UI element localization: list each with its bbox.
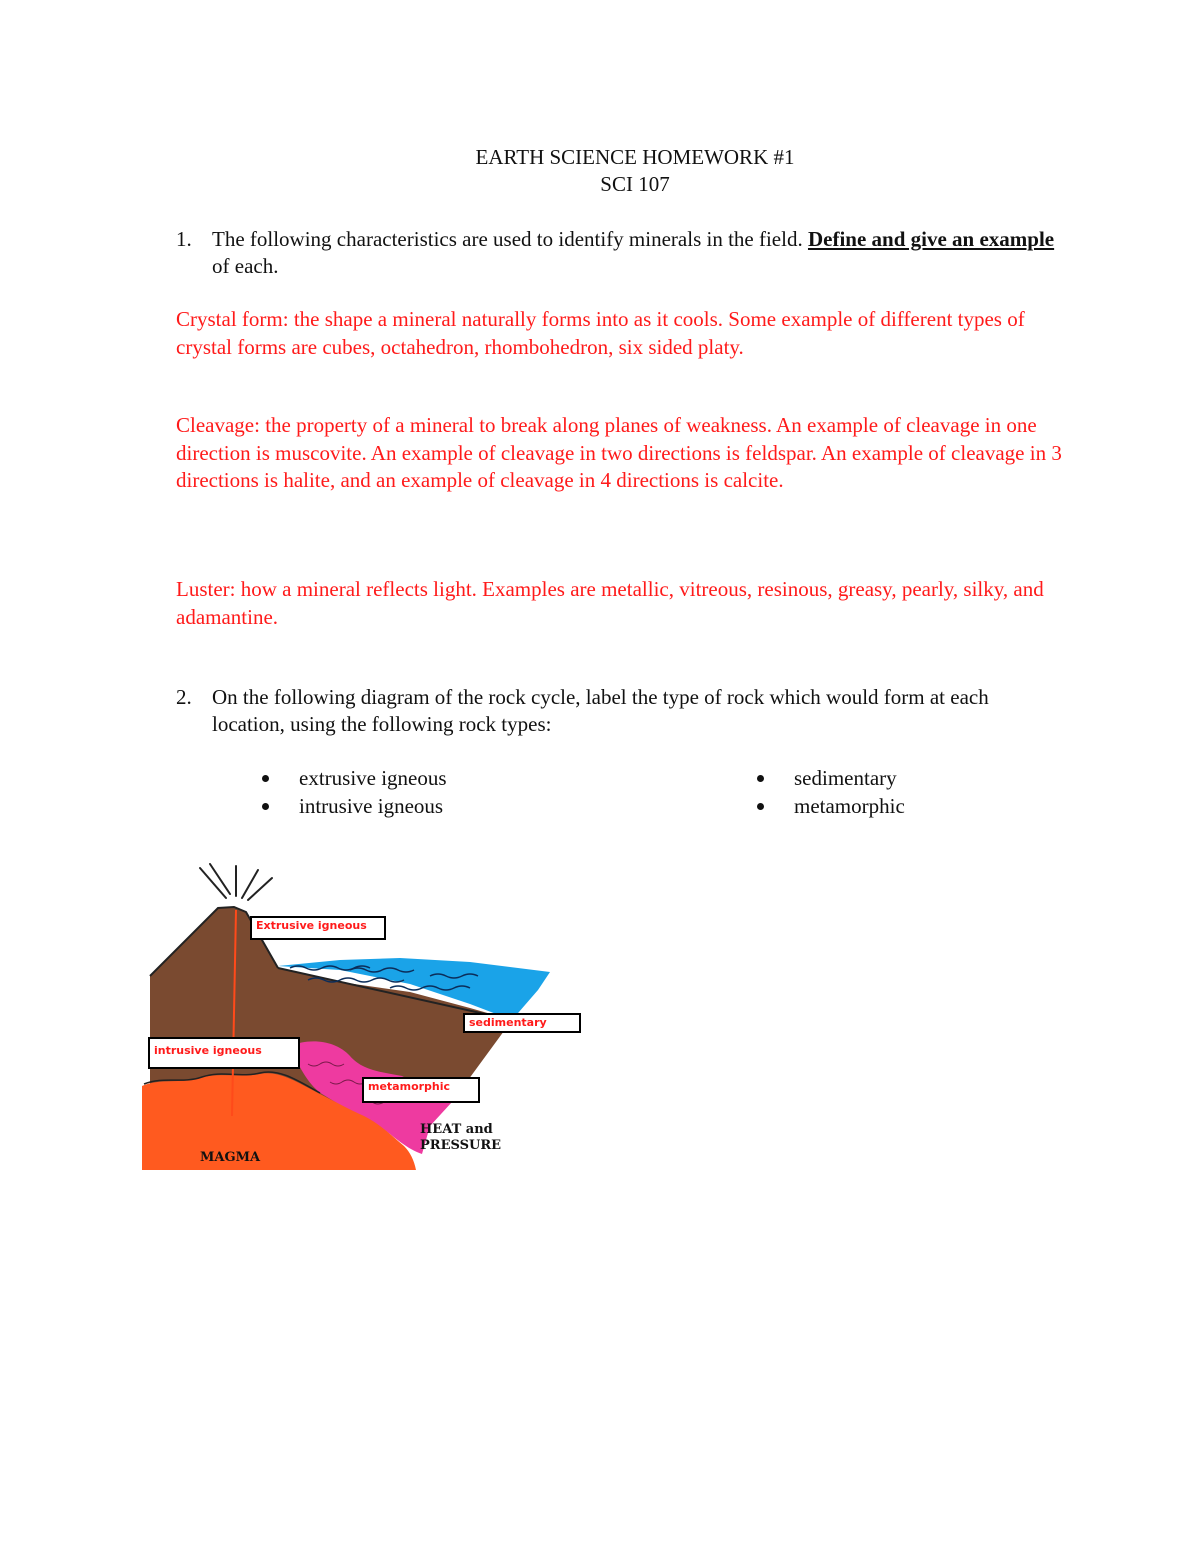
answer-crystal-form: Crystal form: the shape a mineral naturally forms into as it cools. Some example of different types of crystal forms are cubes, octahedron, rhombohedron, six sided platy. <box>176 307 1025 359</box>
heat-label: HEAT and <box>420 1122 493 1137</box>
label-extrusive-igneous[interactable]: Extrusive igneous <box>250 916 386 940</box>
question-2 <box>176 684 1056 738</box>
rock-type-label: intrusive igneous <box>299 794 444 818</box>
rock-types-left-list <box>262 764 447 820</box>
rock-type-label: metamorphic <box>794 794 905 818</box>
question-1-text-before: The following characteristics are used to identify minerals in the field. <box>212 227 808 251</box>
question-1 <box>176 226 1056 280</box>
list-item <box>757 792 905 820</box>
bullet-icon <box>757 775 764 782</box>
bullet-icon <box>262 803 269 810</box>
answer-cleavage: Cleavage: the property of a mineral to break along planes of weakness. An example of cleavage in one direction is muscovite. An example of cleavage in two directions is feldspar. An example of cleavage in 3 directions is halite, and an example of cleavage in 4 directions is calcite. <box>176 413 1062 492</box>
list-item <box>262 764 447 792</box>
rock-types-right-list <box>757 764 905 820</box>
question-1-emphasis: Define and give an example <box>807 227 1055 251</box>
question-2-text: On the following diagram of the rock cycle, label the type of rock which would form at each location, using the following rock types: <box>212 685 989 736</box>
question-2-number: 2. <box>176 685 192 709</box>
heat-pressure-label <box>420 1122 501 1154</box>
bullet-icon <box>757 803 764 810</box>
rock-type-label: sedimentary <box>794 766 897 790</box>
rock-cycle-diagram <box>140 858 590 1173</box>
label-sedimentary[interactable]: sedimentary <box>463 1013 581 1033</box>
label-intrusive-igneous[interactable]: intrusive igneous <box>148 1037 300 1069</box>
list-item <box>757 764 905 792</box>
question-1-text-after: of each. <box>212 254 279 278</box>
document-title: EARTH SCIENCE HOMEWORK #1 <box>475 145 795 169</box>
answer-luster: Luster: how a mineral reflects light. Examples are metallic, vitreous, resinous, greasy, pearly, silky, and adamantine. <box>176 577 1044 629</box>
bullet-icon <box>262 775 269 782</box>
label-metamorphic[interactable]: metamorphic <box>362 1077 480 1103</box>
course-code: SCI 107 <box>600 172 670 196</box>
rock-type-label: extrusive igneous <box>299 766 447 790</box>
question-1-number: 1. <box>176 227 192 251</box>
question-1-text <box>212 226 1056 280</box>
magma-label: MAGMA <box>200 1150 261 1165</box>
list-item <box>262 792 447 820</box>
eruption-rays-icon <box>200 864 272 900</box>
pressure-label: PRESSURE <box>420 1138 502 1153</box>
